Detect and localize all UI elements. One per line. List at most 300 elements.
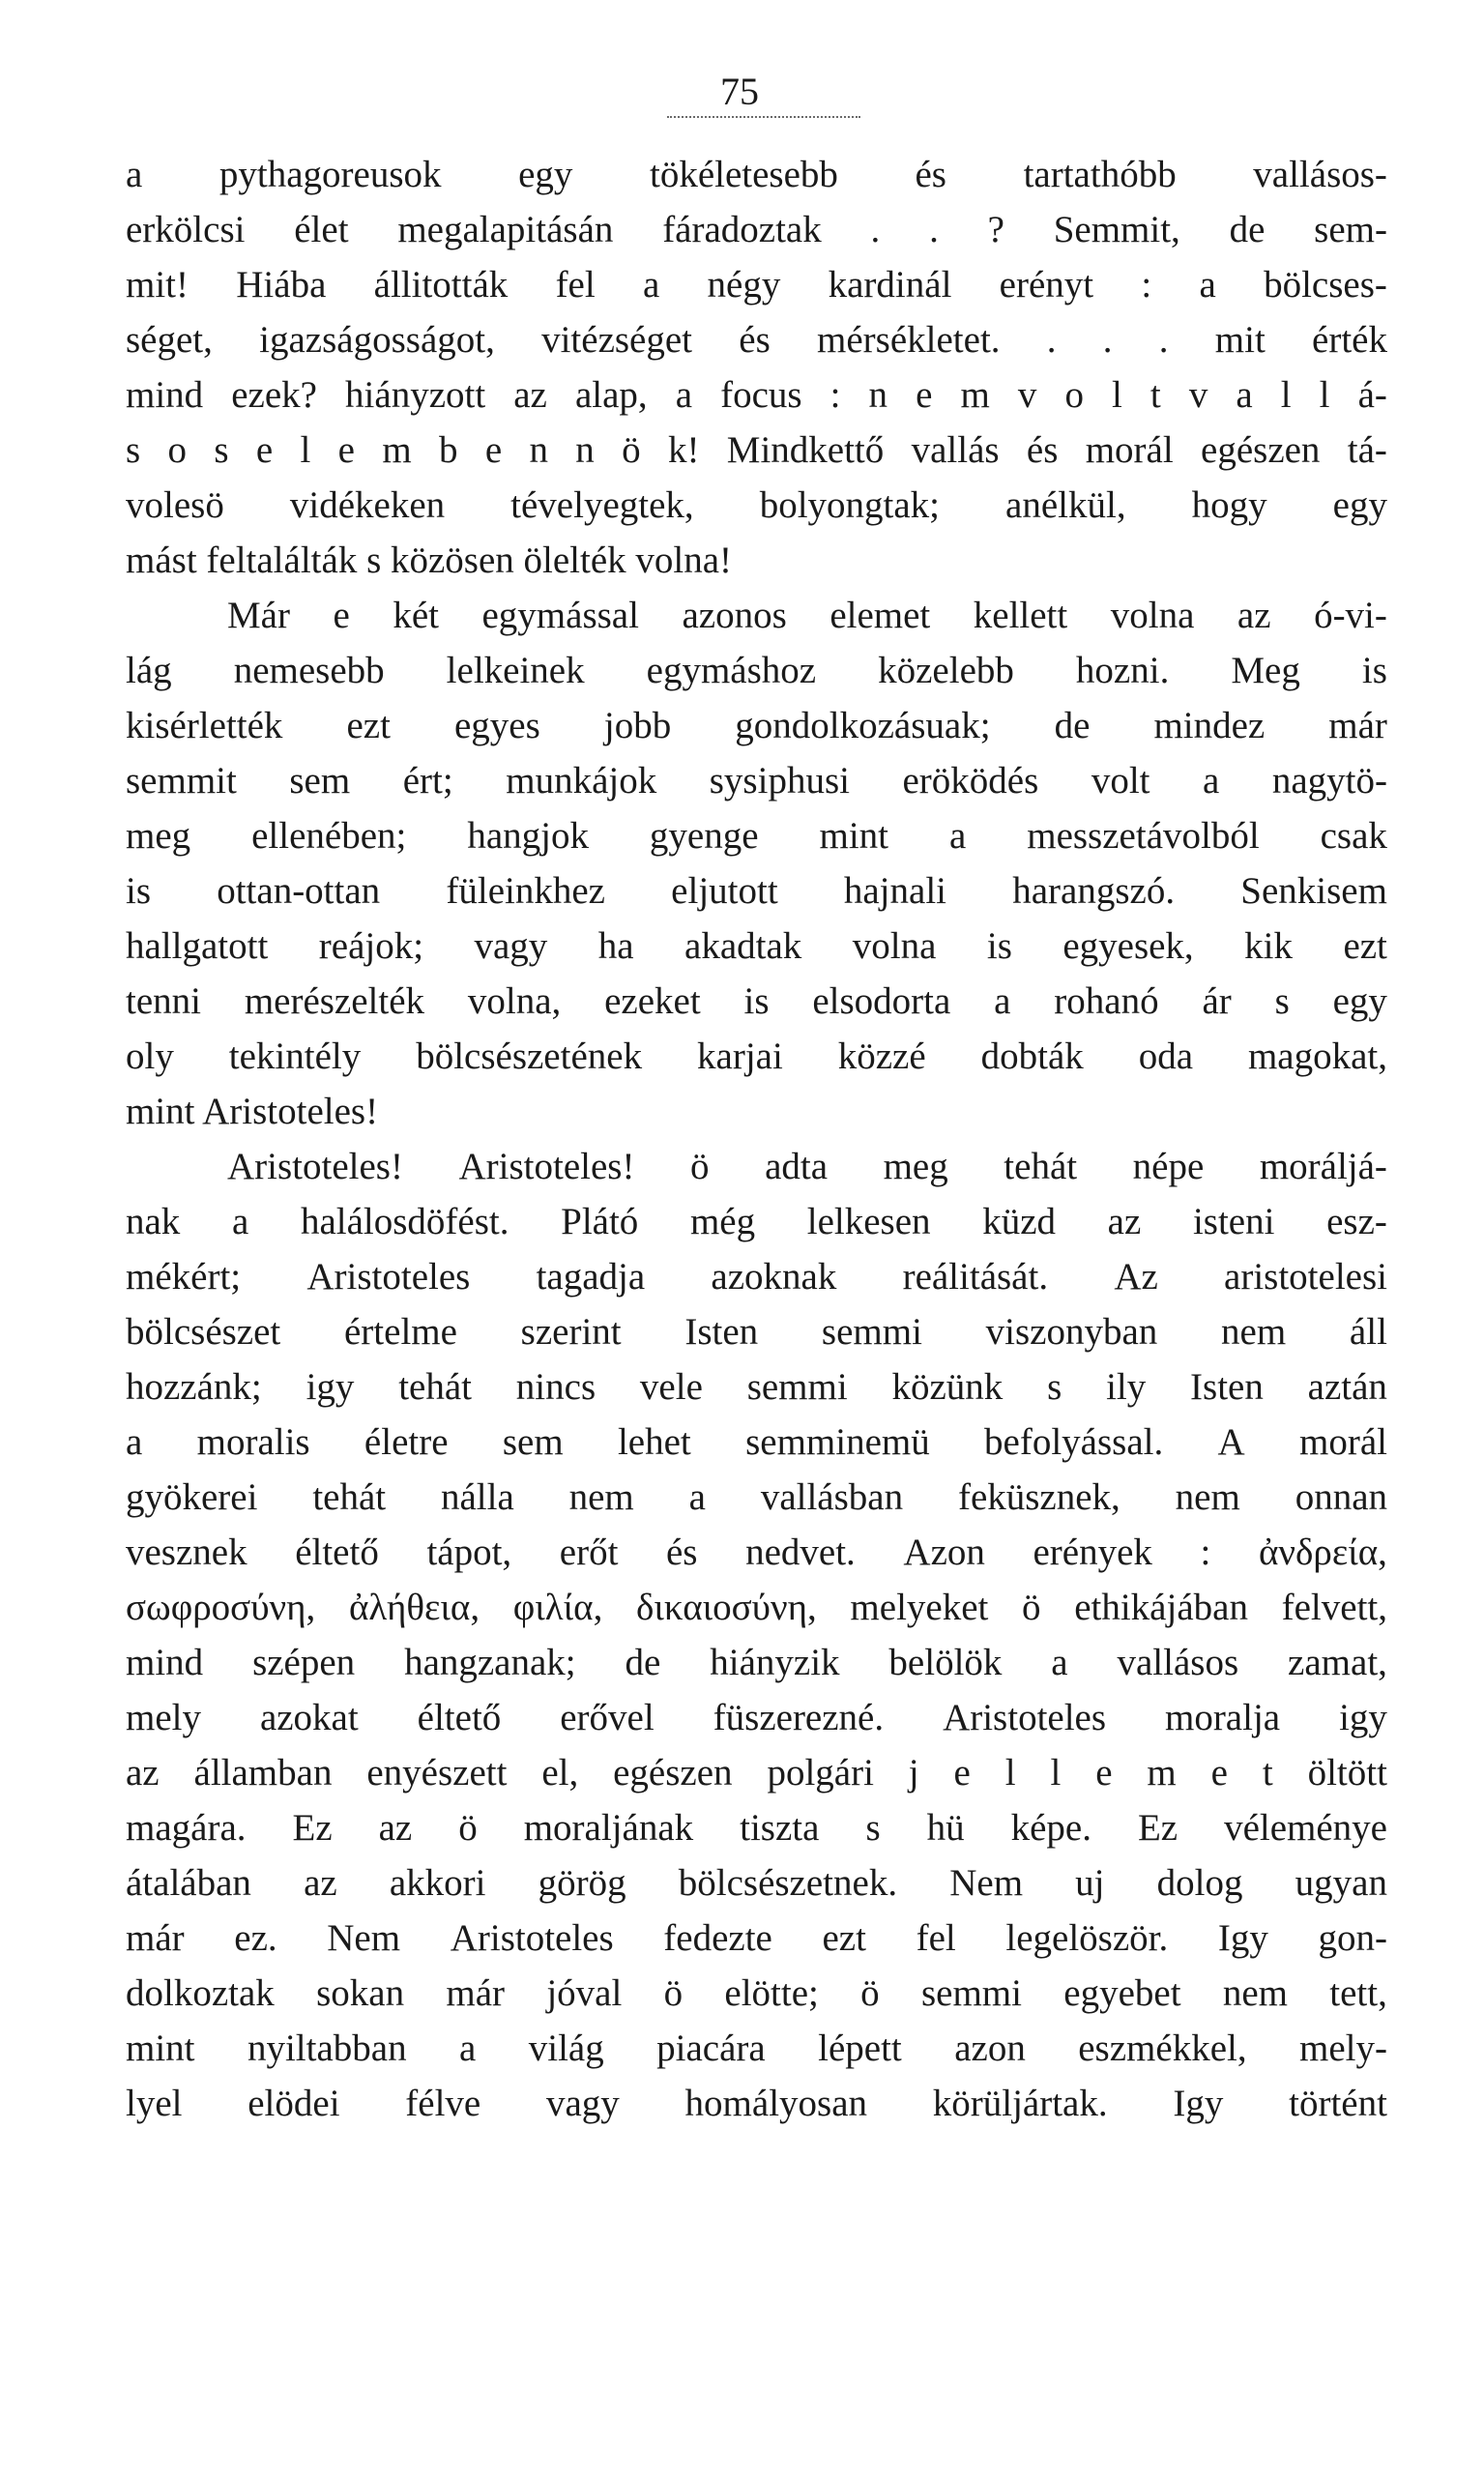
word: mely- (1299, 2028, 1387, 2069)
word: Azon (903, 1532, 985, 1573)
word: volna (1110, 595, 1195, 636)
word: onnan (1295, 1476, 1387, 1518)
paragraph-3 (126, 1139, 1387, 2131)
word: közzé (837, 1036, 926, 1077)
word: tökéletesebb (649, 154, 838, 195)
text-line (126, 1194, 1387, 1249)
word: akkori (389, 1862, 486, 1904)
word: már (126, 1917, 185, 1959)
word: lelkesen (806, 1201, 931, 1242)
word: eröködés (902, 760, 1039, 802)
word: gondolkozásuak; (735, 705, 991, 746)
word: l (1050, 1752, 1062, 1794)
word: ö (860, 1972, 880, 2014)
word: sysiphusi (709, 760, 850, 802)
word: és (915, 154, 946, 195)
word: Aristoteles! (227, 1146, 403, 1187)
word: tartathóbb (1023, 154, 1177, 195)
word: elödei (247, 2083, 340, 2124)
word: zamat, (1288, 1642, 1387, 1683)
word: a (1199, 264, 1216, 306)
word: semmi (920, 1972, 1022, 2014)
word: a (994, 980, 1011, 1022)
word: hangjok (467, 815, 589, 857)
word: igazságosságot, (259, 319, 495, 361)
word: ottan-ottan (217, 870, 381, 912)
word: Senkisem (1240, 870, 1387, 912)
word: sem (289, 760, 351, 802)
word: sokan (316, 1972, 405, 2014)
word: focus (720, 374, 802, 416)
word: csak (1320, 815, 1387, 857)
word: n (868, 374, 888, 416)
word: l (1280, 374, 1292, 416)
word: vallásos (1117, 1642, 1239, 1683)
text-line (126, 643, 1387, 698)
word: volesö (126, 484, 224, 526)
word: magokat, (1247, 1036, 1387, 1077)
word: semminemü (745, 1421, 930, 1463)
word: isteni (1192, 1201, 1275, 1242)
word: ö (1022, 1587, 1041, 1628)
word: ugyan (1295, 1862, 1387, 1904)
word: Nem (327, 1917, 401, 1959)
word: öltött (1307, 1752, 1387, 1794)
word: az (126, 1752, 160, 1794)
word: harangszó. (1012, 870, 1176, 912)
word: Nem (949, 1862, 1024, 1904)
word: és (666, 1532, 698, 1573)
word: nem (1175, 1476, 1240, 1518)
word: hallgatott (126, 925, 269, 967)
word: a (675, 374, 693, 416)
word: is (743, 980, 770, 1022)
word: ez. (234, 1917, 277, 1959)
word: véleménye (1224, 1807, 1387, 1849)
word: ö (690, 1146, 710, 1187)
word: Ez (292, 1807, 333, 1849)
word: elsodorta (812, 980, 951, 1022)
word: uj (1075, 1862, 1105, 1904)
word: éltető (295, 1532, 379, 1573)
word: jóval (546, 1972, 623, 2014)
text-line (126, 147, 1387, 202)
word: erkölcsi (126, 209, 246, 250)
word: tagadja (536, 1256, 646, 1298)
text-line (126, 367, 1387, 423)
word: . (1158, 319, 1169, 361)
word: karjai (697, 1036, 783, 1077)
word: e (337, 429, 355, 471)
word: m (382, 429, 412, 471)
word: e (255, 429, 274, 471)
word: vidékeken (289, 484, 446, 526)
word: Igy (1217, 1917, 1268, 1959)
word: történt (1289, 2083, 1387, 2124)
word: piacára (656, 2028, 766, 2069)
word: A (1217, 1421, 1245, 1463)
word: adta (765, 1146, 829, 1187)
word: : (1141, 264, 1152, 306)
word: semmi (821, 1311, 922, 1353)
word: morál (1085, 429, 1174, 471)
word: m (960, 374, 990, 416)
word: Az (1114, 1256, 1158, 1298)
word: megalapitásán (397, 209, 614, 250)
text-line (126, 1470, 1387, 1525)
word: tá- (1347, 429, 1387, 471)
word: Már (227, 595, 290, 636)
word: nak (126, 1201, 181, 1242)
word: ezt (822, 1917, 866, 1959)
word: bölcses- (1264, 264, 1387, 306)
word: érték (1312, 319, 1387, 361)
word: kellett (973, 595, 1068, 636)
word: anélkül, (1005, 484, 1126, 526)
word: s (214, 429, 229, 471)
word: t (1262, 1752, 1273, 1794)
word: legelöször. (1005, 1917, 1169, 1959)
text-line: mást feltalálták s közösen ölelték volna! (126, 540, 733, 581)
word: . (870, 209, 881, 250)
word: halálosdöfést. (300, 1201, 509, 1242)
word: e (333, 595, 350, 636)
page-number: 75 (720, 70, 759, 113)
word: füleinkhez (446, 870, 605, 912)
word: meg (126, 815, 191, 857)
word: á- (1357, 374, 1387, 416)
word: gyenge (649, 815, 759, 857)
word: az (378, 1807, 413, 1849)
word: a (948, 815, 967, 857)
word: oly (126, 1036, 174, 1077)
text-line (126, 2021, 1387, 2076)
word: nem (568, 1476, 634, 1518)
word: egy (1332, 484, 1387, 526)
word: jobb (603, 705, 672, 746)
word: homályosan (684, 2083, 868, 2124)
word: már (1328, 705, 1387, 746)
word: egészen (1201, 429, 1321, 471)
word: ö (622, 429, 641, 471)
word: ily (1106, 1366, 1147, 1408)
word: reálitását. (902, 1256, 1049, 1298)
word: hiányzik (710, 1642, 840, 1683)
word: azon (954, 2028, 1026, 2069)
word: mit! (126, 264, 189, 306)
word: volna, (467, 980, 562, 1022)
word: hozni. (1075, 650, 1170, 691)
word: tiszta (740, 1807, 820, 1849)
word: feküsznek, (957, 1476, 1120, 1518)
text-line (126, 1690, 1387, 1745)
word: görög (538, 1862, 626, 1904)
word: morál (1299, 1421, 1387, 1463)
word: Semmit, (1053, 209, 1180, 250)
word: az (304, 1862, 337, 1904)
word: mékért; (126, 1256, 242, 1298)
word: Meg (1231, 650, 1300, 691)
word: nem (1222, 1972, 1288, 2014)
word: s (1047, 1366, 1062, 1408)
word: rohanó (1054, 980, 1159, 1022)
word: kardinál (828, 264, 952, 306)
word: elemet (829, 595, 931, 636)
word: erények (1033, 1532, 1152, 1573)
text-line (126, 312, 1387, 367)
word: mérsékletet. (817, 319, 1001, 361)
word: bölcsészetének (416, 1036, 643, 1077)
word: hogy (1191, 484, 1267, 526)
word: vallásban (760, 1476, 904, 1518)
word: egészen (613, 1752, 733, 1794)
word: küzd (982, 1201, 1057, 1242)
word: Ez (1137, 1807, 1178, 1849)
word: közünk (891, 1366, 1004, 1408)
text-line (126, 1029, 1387, 1084)
text-line (126, 1415, 1387, 1470)
word: Isten (684, 1311, 759, 1353)
word: b (438, 429, 458, 471)
text-line (126, 1139, 1387, 1194)
word: lehet (617, 1421, 691, 1463)
body-text (126, 147, 1387, 2131)
word: e (953, 1752, 971, 1794)
text-line (126, 1304, 1387, 1359)
word: is (1361, 650, 1387, 691)
word: Aristoteles (943, 1697, 1107, 1738)
word: l (1319, 374, 1330, 416)
text-line: mint Aristoteles! (126, 1091, 379, 1132)
word: igy (306, 1366, 355, 1408)
word: ezt (1343, 925, 1387, 967)
word: vitézséget (541, 319, 693, 361)
word: füszerezné. (713, 1697, 885, 1738)
word: fedezte (663, 1917, 772, 1959)
text-line (126, 257, 1387, 312)
word: moralis (196, 1421, 310, 1463)
word: egy (1332, 980, 1387, 1022)
word: ? (987, 209, 1004, 250)
word: e (916, 374, 933, 416)
word: elötte; (724, 1972, 819, 2014)
word: fel (916, 1917, 956, 1959)
word: tehát (312, 1476, 387, 1518)
word: séget, (126, 319, 213, 361)
word: moraljának (523, 1807, 694, 1849)
word: a (459, 2028, 477, 2069)
word: σωφροσύνη, (126, 1587, 316, 1628)
word: az (513, 374, 547, 416)
word: egymáshoz (646, 650, 817, 691)
word: félve (405, 2083, 481, 2124)
word: a (642, 264, 660, 306)
word: mint (819, 815, 889, 857)
word: tehát (398, 1366, 472, 1408)
word: s (126, 429, 141, 471)
text-line (126, 753, 1387, 808)
word: meg (883, 1146, 948, 1187)
word: ἀνδρεία, (1258, 1532, 1387, 1573)
word: egyesek, (1062, 925, 1194, 967)
word: erényt (999, 264, 1094, 306)
word: v (1017, 374, 1037, 416)
word: eszmékkel, (1078, 2028, 1247, 2069)
paragraph-2 (126, 588, 1387, 1139)
word: t (1149, 374, 1161, 416)
paragraph-1 (126, 147, 1387, 588)
word: nálla (440, 1476, 514, 1518)
word: hangzanak; (404, 1642, 576, 1683)
word: bolyongtak; (759, 484, 941, 526)
word: négy (707, 264, 781, 306)
word: volna (852, 925, 937, 967)
word: o (1064, 374, 1084, 416)
text-line (126, 698, 1387, 753)
word: lág (126, 650, 172, 691)
word: sem- (1314, 209, 1387, 250)
word: Isten (1190, 1366, 1264, 1408)
word: fáradoztak (662, 209, 822, 250)
word: melyeket (850, 1587, 989, 1628)
word: . (1102, 319, 1113, 361)
word: felvett, (1281, 1587, 1387, 1628)
word: oda (1138, 1036, 1194, 1077)
text-line (126, 1855, 1387, 1911)
word: mely (126, 1697, 201, 1738)
word: a (126, 1421, 143, 1463)
word: ha (597, 925, 634, 967)
word: sem (502, 1421, 564, 1463)
text-line (126, 808, 1387, 863)
word: azonos (682, 595, 787, 636)
word: az (1107, 1201, 1142, 1242)
word: semmit (126, 760, 237, 802)
word: . (1046, 319, 1057, 361)
word: akadtak (684, 925, 802, 967)
word: világ (528, 2028, 604, 2069)
word: moralja (1164, 1697, 1281, 1738)
word: ezek? (231, 374, 317, 416)
word: erőt (559, 1532, 619, 1573)
word: államban (193, 1752, 333, 1794)
word: már (446, 1972, 506, 2014)
word: reájok; (318, 925, 424, 967)
word: tápot, (426, 1532, 512, 1573)
word: vagy (545, 2083, 620, 2124)
word: de (625, 1642, 661, 1683)
word: tett, (1329, 1972, 1387, 2014)
word: egyebet (1063, 1972, 1181, 2014)
word: vallásos- (1253, 154, 1387, 195)
word: nincs (515, 1366, 597, 1408)
word: de (1229, 209, 1266, 250)
word: l (300, 429, 311, 471)
word: mit (1214, 319, 1266, 361)
text-line (126, 588, 1387, 643)
word: értelme (344, 1311, 457, 1353)
word: azokat (259, 1697, 359, 1738)
text-line (126, 1911, 1387, 1966)
word: a (231, 1201, 249, 1242)
word: k! (667, 429, 700, 471)
word: lyel (126, 2083, 183, 2124)
word: mind (126, 374, 204, 416)
word: gon- (1318, 1917, 1387, 1959)
word: és (1026, 429, 1059, 471)
word: azoknak (711, 1256, 837, 1298)
word: még (689, 1201, 756, 1242)
word: lépett (818, 2028, 902, 2069)
word: Plátó (561, 1201, 639, 1242)
word: szerint (520, 1311, 622, 1353)
word: ö (663, 1972, 684, 2014)
text-line (126, 1249, 1387, 1304)
text-line (126, 202, 1387, 257)
word: dolkoztak (126, 1972, 275, 2014)
word: hü (926, 1807, 965, 1849)
word: egyes (454, 705, 540, 746)
word: s (1274, 980, 1290, 1022)
text-line (126, 1966, 1387, 2021)
word: esz- (1326, 1201, 1387, 1242)
word: j (908, 1752, 919, 1794)
word: v (1188, 374, 1208, 416)
text-line (126, 1635, 1387, 1690)
text-line (126, 1525, 1387, 1580)
word: : (829, 374, 841, 416)
word: Mindkettő (726, 429, 885, 471)
word: nedvet. (745, 1532, 856, 1573)
word: vallás (911, 429, 1000, 471)
word: . (929, 209, 939, 250)
text-line (126, 1800, 1387, 1855)
word: tenni (126, 980, 201, 1022)
word: polgári (767, 1752, 874, 1794)
word: s (865, 1807, 881, 1849)
word: vesznek (126, 1532, 247, 1573)
word: és (739, 319, 771, 361)
text-line (126, 1359, 1387, 1415)
word: Aristoteles! (458, 1146, 635, 1187)
text-line (126, 1580, 1387, 1635)
word: : (1200, 1532, 1211, 1573)
word: ért; (402, 760, 453, 802)
word: élet (294, 209, 349, 250)
word: viszonyban (985, 1311, 1158, 1353)
word: lelkeinek (446, 650, 585, 691)
word: szépen (252, 1642, 356, 1683)
word: bölcsészet (126, 1311, 281, 1353)
text-line (126, 478, 1387, 533)
word: nem (1221, 1311, 1287, 1353)
word: éltető (417, 1697, 502, 1738)
word: fel (555, 264, 596, 306)
word: nagytö- (1271, 760, 1387, 802)
word: a (1236, 374, 1253, 416)
word: közelebb (878, 650, 1014, 691)
word: hajnali (843, 870, 947, 912)
word: volt (1091, 760, 1150, 802)
word: a (1203, 760, 1220, 802)
word: a (1051, 1642, 1068, 1683)
word: ezeket (604, 980, 701, 1022)
word: a (688, 1476, 706, 1518)
word: Igy (1173, 2083, 1224, 2124)
word: e (1095, 1752, 1113, 1794)
word: ἀλήθεια, (348, 1587, 480, 1628)
word: Aristoteles (450, 1917, 614, 1959)
